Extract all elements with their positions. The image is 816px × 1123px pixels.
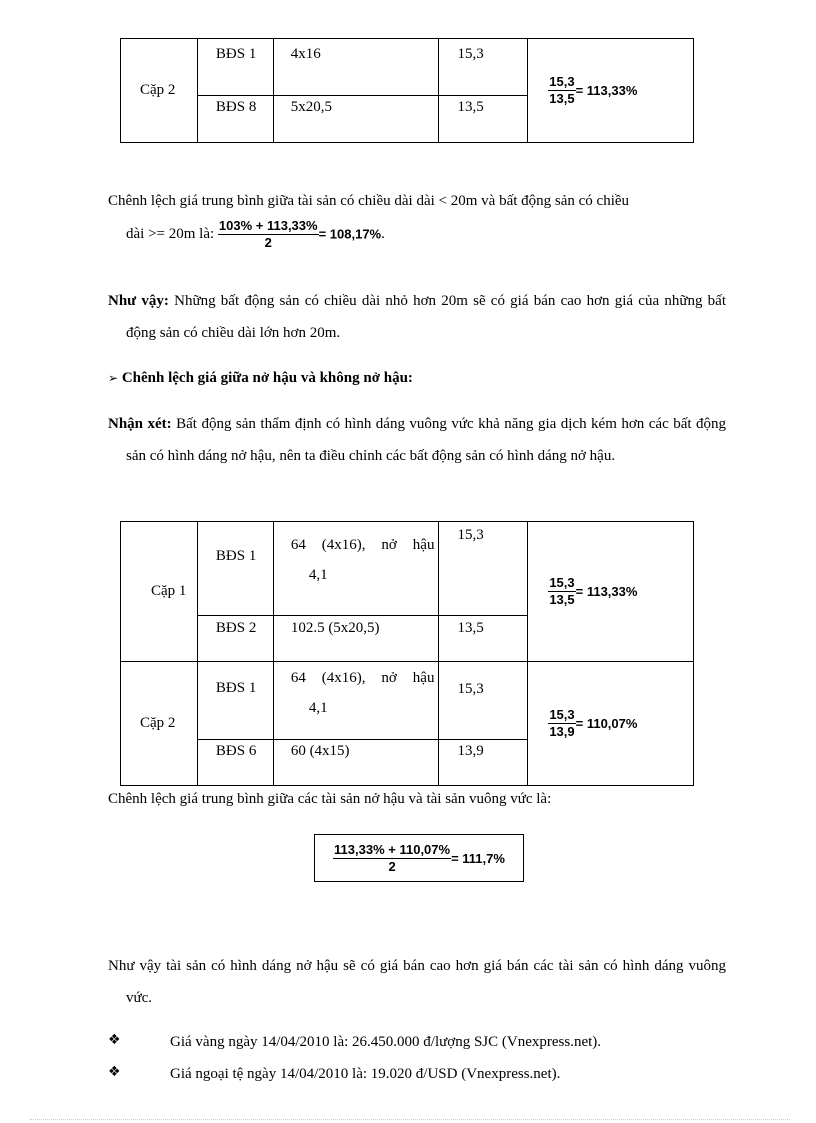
ratio-numerator: 15,3 <box>549 575 575 590</box>
price-cell <box>439 662 528 740</box>
diamond-bullet-icon: ❖ <box>108 1064 121 1080</box>
area-value: 64 (4x16), nở hậu <box>290 537 435 553</box>
conclusion-text: Những bất động sản có chiều dài nhỏ hơn 20m sẽ có giá bán cao hơn giá của những bất động sản có chiều dài lớn hơn 20m. <box>126 293 727 341</box>
section-heading-text: Chênh lệch giá giữa nở hậu và không nở hậu: <box>121 370 413 386</box>
pair-label: Cặp 2 <box>140 715 176 731</box>
remark-paragraph <box>108 408 726 472</box>
ratio-cell <box>528 662 694 786</box>
avg-shape-result: = 111,7% <box>451 850 505 866</box>
ratio-cell <box>528 39 694 143</box>
area-value-cont: 4,1 <box>308 700 328 716</box>
pair-label-cell <box>121 662 198 786</box>
ratio-fraction <box>548 707 575 740</box>
price-cell <box>439 616 528 662</box>
section-heading <box>108 368 413 388</box>
bullet-text: Giá vàng ngày 14/04/2010 là: 26.450.000 đ/lượng SJC (Vnexpress.net). <box>170 1034 602 1050</box>
area-cell <box>273 616 439 662</box>
pair-label: Cặp 2 <box>140 82 176 98</box>
price-value: 15,3 <box>457 527 484 543</box>
pair-label-cell <box>121 522 198 662</box>
price-value: 15,3 <box>457 46 484 62</box>
area-value: 5x20,5 <box>290 99 333 115</box>
area-cell <box>273 740 439 786</box>
area-cell <box>273 662 439 740</box>
property-cell <box>197 522 273 616</box>
comparison-table-main <box>120 521 694 786</box>
ratio-denominator: 13,5 <box>549 91 575 106</box>
property-cell <box>197 39 273 96</box>
ratio-result: = 113,33% <box>575 584 638 599</box>
bullet-text: Giá ngoại tệ ngày 14/04/2010 là: 19.020 đ/USD (Vnexpress.net). <box>170 1066 561 1082</box>
avg-shape-line: Chênh lệch giá trung bình giữa các tài sản nở hậu và tài sản vuông vức là: <box>108 791 552 807</box>
property-label: BĐS 1 <box>215 46 257 62</box>
price-cell <box>439 96 528 143</box>
avg-length-prefix: dài >= 20m là: <box>126 226 215 242</box>
conclusion-label: Như vậy: <box>108 293 169 309</box>
avg-shape-formula-box <box>314 834 524 882</box>
property-label: BĐS 1 <box>215 548 257 564</box>
property-label: BĐS 2 <box>215 620 257 636</box>
price-value: 15,3 <box>457 681 484 697</box>
avg-shape-fraction <box>333 842 451 875</box>
property-label: BĐS 6 <box>215 743 257 759</box>
price-value: 13,9 <box>457 743 484 759</box>
area-value: 4x16 <box>290 46 321 62</box>
area-cell <box>273 39 439 96</box>
ratio-numerator: 15,3 <box>549 74 575 89</box>
avg-length-result: = 108,17% <box>318 226 382 242</box>
property-cell <box>197 616 273 662</box>
pair-label: Cặp 1 <box>151 583 187 599</box>
conclusion-length <box>108 285 726 349</box>
ratio-denominator: 13,5 <box>549 592 575 607</box>
avg-length-suffix: . <box>381 226 385 242</box>
conclusion-shape <box>108 950 726 1014</box>
arrow-bullet-icon: ➢ <box>108 371 119 385</box>
remark-label: Nhận xét: <box>108 416 172 432</box>
property-cell <box>197 662 273 740</box>
avg-length-numerator: 103% + 113,33% <box>218 218 318 234</box>
avg-length-paragraph <box>108 185 726 254</box>
ratio-result: = 113,33% <box>575 83 638 98</box>
price-cell <box>439 39 528 96</box>
conclusion-shape-text: Như vậy tài sản có hình dáng nở hậu sẽ có giá bán cao hơn giá bán các tài sản có hình dáng vuông vức. <box>108 958 726 1006</box>
price-cell <box>439 522 528 616</box>
ratio-fraction <box>548 74 575 107</box>
ratio-numerator: 15,3 <box>549 707 575 722</box>
comparison-table-top <box>120 38 694 143</box>
area-value-cont: 4,1 <box>308 567 328 583</box>
price-value: 13,5 <box>457 99 484 115</box>
property-cell <box>197 740 273 786</box>
area-value: 64 (4x16), nở hậu <box>290 670 435 686</box>
ratio-cell <box>528 522 694 662</box>
area-value: 102.5 (5x20,5) <box>290 620 380 636</box>
property-cell <box>197 96 273 143</box>
area-cell <box>273 96 439 143</box>
area-cell <box>273 522 439 616</box>
page-bottom-divider <box>30 1119 790 1120</box>
ratio-denominator: 13,9 <box>549 724 575 739</box>
diamond-bullet-icon: ❖ <box>108 1032 121 1048</box>
avg-length-fraction <box>218 218 319 251</box>
pair-label-cell <box>121 39 198 143</box>
area-value: 60 (4x15) <box>290 743 350 759</box>
property-label: BĐS 1 <box>215 680 257 696</box>
remark-text: Bất động sản thẩm định có hình dáng vuông vức khả năng gia dịch kém hơn các bất động sản có hình dáng nở hậu, nên ta điều chỉnh các bất động sản có hình dáng nở hậu. <box>126 416 727 464</box>
avg-length-line1: Chênh lệch giá trung bình giữa tài sản có chiều dài dài < 20m và bất động sản có chiều <box>108 193 630 209</box>
ratio-fraction <box>548 575 575 608</box>
price-value: 13,5 <box>457 620 484 636</box>
avg-shape-denominator: 2 <box>388 858 396 874</box>
avg-length-denominator: 2 <box>264 235 272 251</box>
avg-length-line2 <box>108 215 726 254</box>
avg-shape-numerator: 113,33% + 110,07% <box>334 841 451 857</box>
ratio-result: = 110,07% <box>575 716 638 731</box>
price-cell <box>439 740 528 786</box>
property-label: BĐS 8 <box>215 99 257 115</box>
